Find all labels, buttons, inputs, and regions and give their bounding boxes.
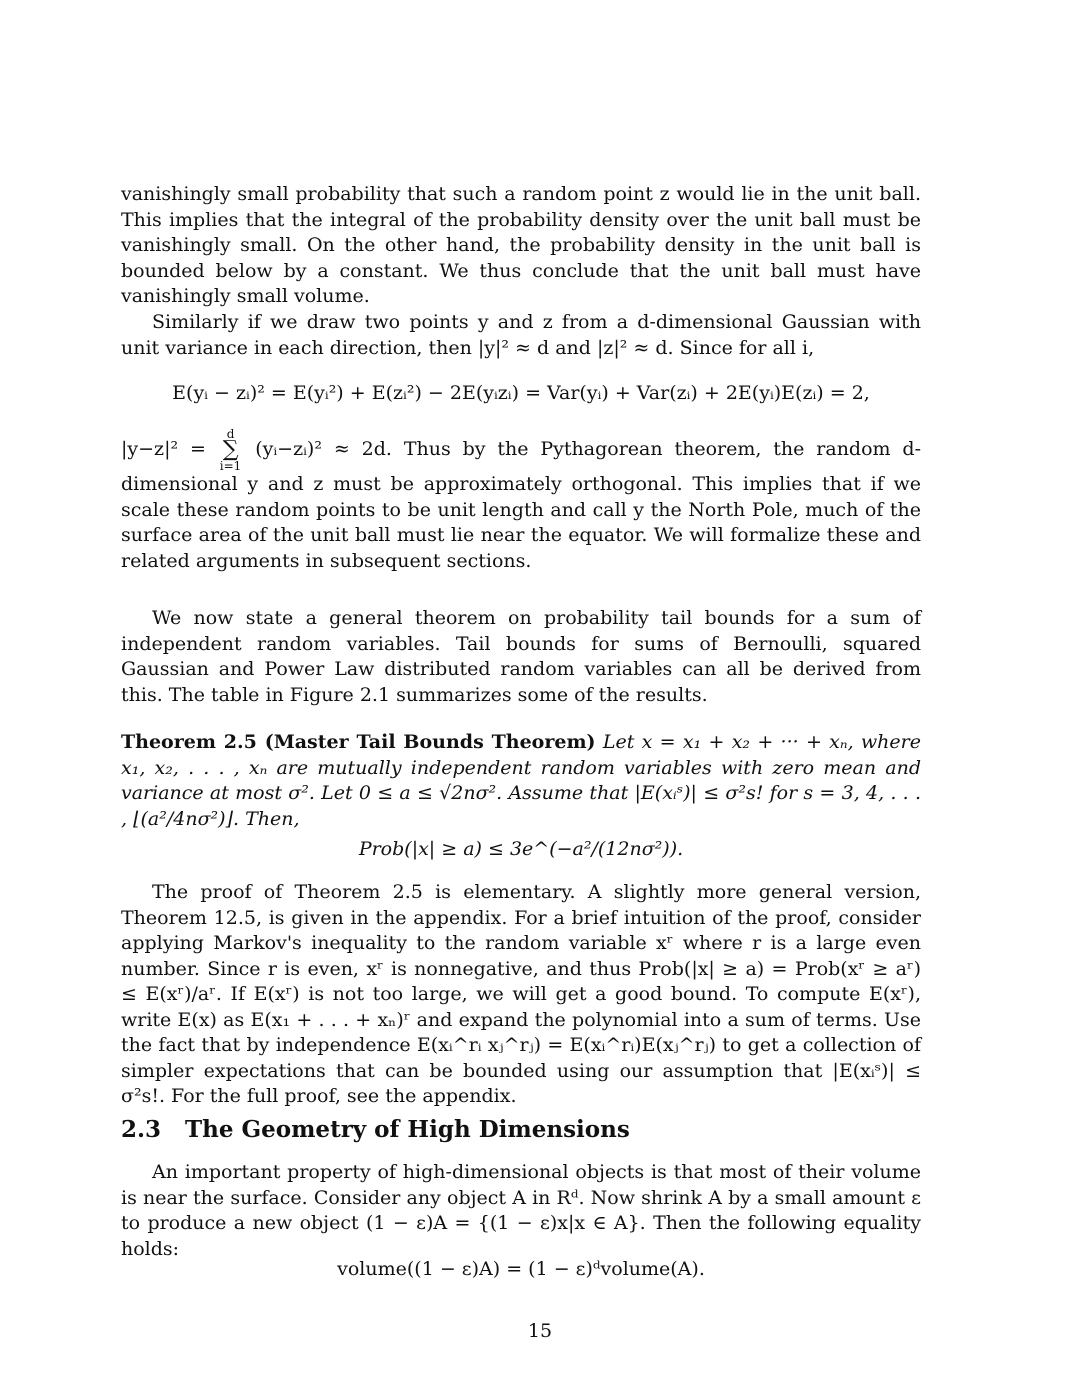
equation-volume: volume((1 − ε)A) = (1 − ε)ᵈvolume(A). (337, 1258, 705, 1280)
section-title: The Geometry of High Dimensions (185, 1116, 630, 1143)
theorem-body: Let x = x₁ + x₂ + ··· + xₙ, where x₁, x₂, . . . , xₙ are mutually independent random variables with zero mean and variance at most σ². Let 0 ≤ a ≤ √2nσ². Assume that |E(xᵢˢ)| ≤ σ²s! for s = 3, 4, . . . , ⌊(a²/4nσ²)⌋. Then, (121, 731, 921, 830)
equation-sum-lhs: |y−z|² = (121, 438, 206, 460)
paragraph-geometry: An important property of high-dimensional objects is that most of their volume is near the surface. Consider any object A in Rᵈ. Now shrink A by a small amount ε to produce a new object (1 − ε)A = {(1 − ε)x|x ∈ A}. Then the following equality holds: (121, 1161, 921, 1260)
paragraph-proof: The proof of Theorem 2.5 is elementary. A slightly more general version, Theorem 12.5, is given in the appendix. For a brief intuition of the proof, consider applying Markov's inequality to the random variable xʳ where r is a large even number. Since r is even, xʳ is nonnegative, and thus Prob(|x| ≥ a) = Prob(xʳ ≥ aʳ) ≤ E(xʳ)/aʳ. If E(xʳ) is not too large, we will get a good bound. To compute E(xʳ), write E(x) as E(x₁ + . . . + xₙ)ʳ and expand the polynomial into a sum of terms. Use the fact that by independence E(xᵢ^rᵢ xⱼ^rⱼ) = E(xᵢ^rᵢ)E(xⱼ^rⱼ) to get a collection of simpler expectations that can be bounded using our assumption that |E(xᵢˢ)| ≤ σ²s!. For the full proof, see the appendix. (121, 881, 921, 1107)
paragraph-similarly: Similarly if we draw two points y and z from a d-dimensional Gaussian with unit variance in each direction, then |y|² ≈ d and |z|² ≈ d. Since for all i, (121, 311, 921, 359)
paragraph-pythagorean (121, 428, 921, 574)
equation-sum-rhs: (yᵢ−zᵢ)² ≈ 2d. (255, 438, 392, 460)
section-heading (121, 1116, 921, 1143)
summation-lower: i=1 (219, 459, 242, 473)
summation-upper: d (226, 427, 235, 441)
paragraph-pythagorean-text: Thus by the Pythagorean theorem, the random d-dimensional y and z must be approximately orthogonal. This implies that if we scale these random points to be unit length and call y the North Pole, much of the surface area of the unit ball must lie near the equator. We will formalize these and related arguments in subsequent sections. (121, 438, 922, 572)
theorem-2-5 (121, 730, 921, 862)
summation-symbol: d ∑ i=1 (219, 427, 242, 473)
page-number: 15 (527, 1320, 553, 1342)
paragraph-theorem-intro: We now state a general theorem on probability tail bounds for a sum of independent random variables. Tail bounds for sums of Bernoulli, squared Gaussian and Power Law distributed random variables can all be derived from this. The table in Figure 2.1 summarizes some of the results. (121, 607, 921, 706)
equation-expectation: E(yᵢ − zᵢ)² = E(yᵢ²) + E(zᵢ²) − 2E(yᵢzᵢ) = Var(yᵢ) + Var(zᵢ) + 2E(yᵢ)E(zᵢ) = 2, (172, 382, 870, 404)
section-number: 2.3 (121, 1116, 162, 1143)
paragraph-intro: vanishingly small probability that such a random point z would lie in the unit ball. This implies that the integral of the probability density over the unit ball must be vanishingly small. On the other hand, the probability density in the unit ball is bounded below by a constant. We thus conclude that the unit ball must have vanishingly small volume. (121, 183, 921, 307)
theorem-heading: Theorem 2.5 (Master Tail Bounds Theorem) (121, 731, 596, 753)
theorem-equation: Prob(|x| ≥ a) ≤ 3e^(−a²/(12nσ²)). (358, 838, 684, 860)
